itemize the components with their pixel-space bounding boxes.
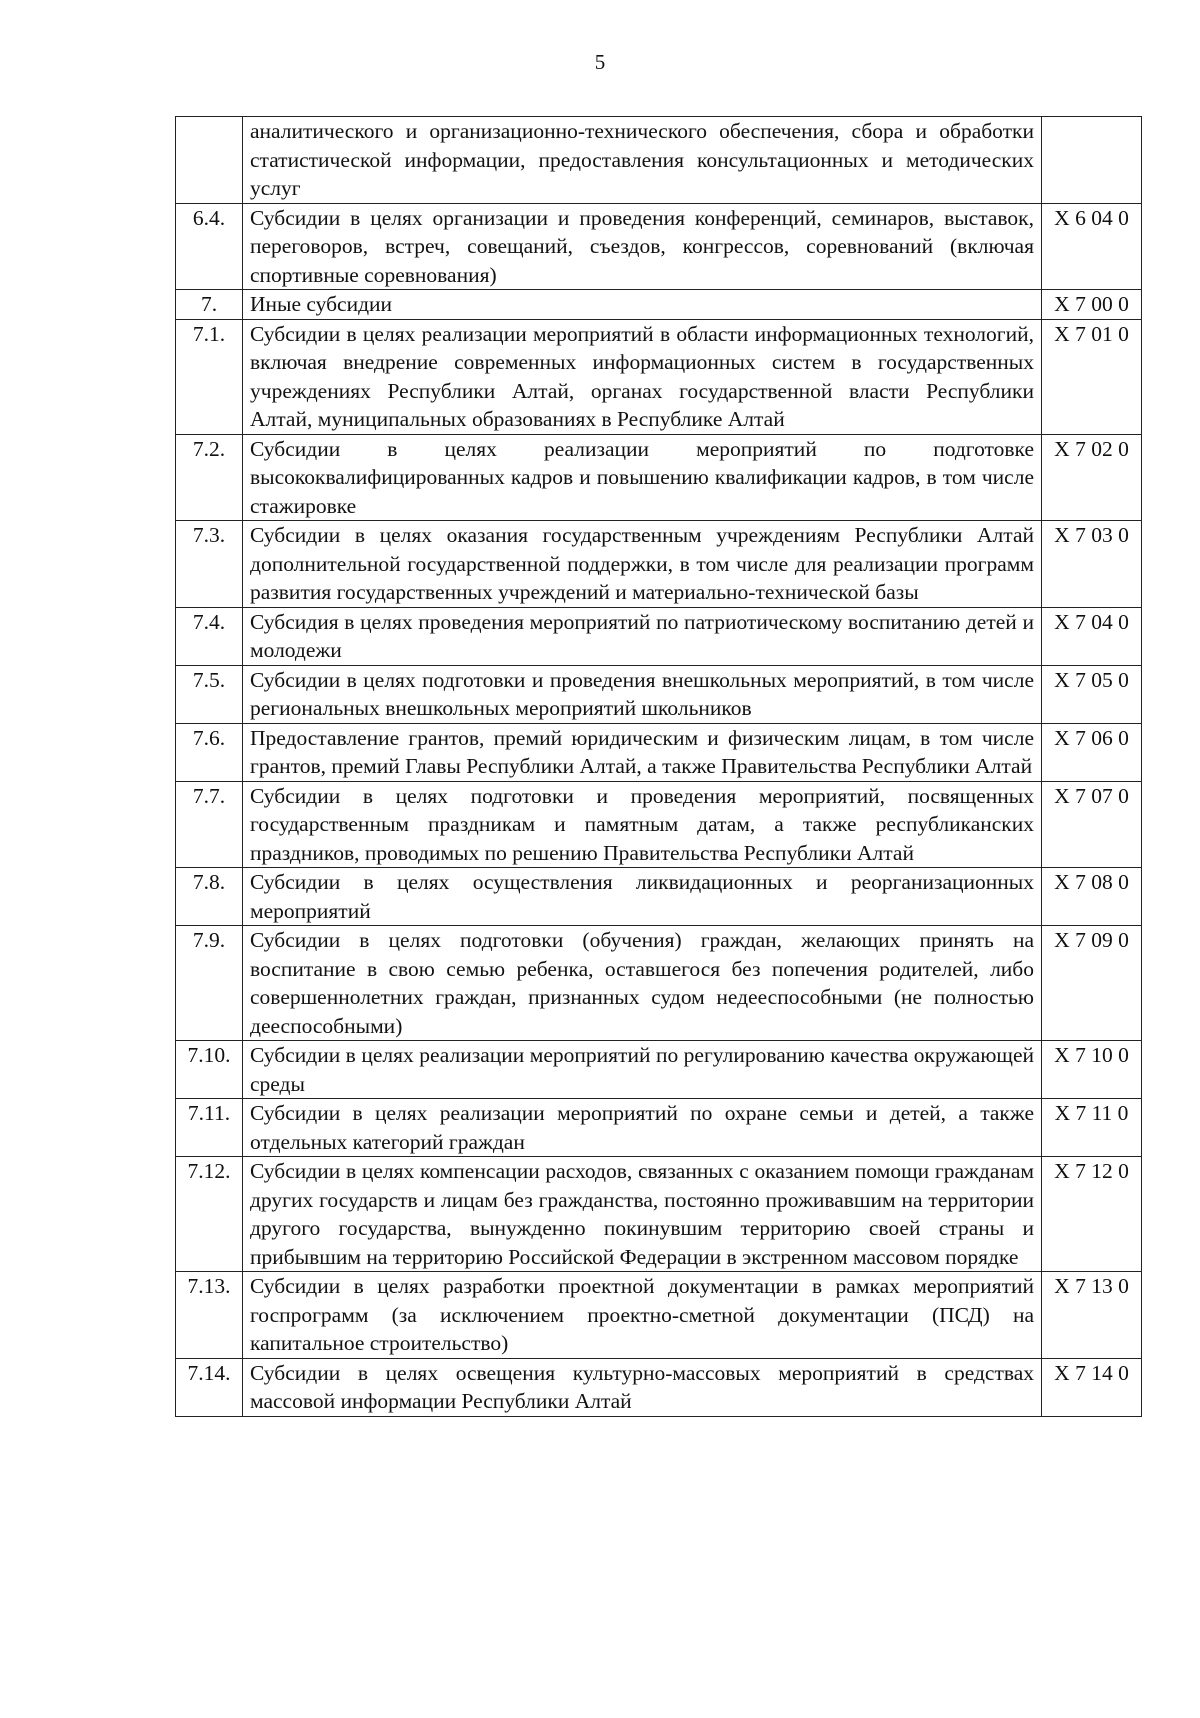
row-code: X 7 02 0 [1042,434,1142,521]
table-row [176,1041,1142,1099]
row-code: X 7 04 0 [1042,607,1142,665]
row-code: X 7 09 0 [1042,926,1142,1041]
table-row [176,781,1142,868]
row-description: Субсидии в целях осуществления ликвидационных и реорганизационных мероприятий [243,868,1042,926]
row-number: 7. [176,290,243,320]
row-code: X 7 08 0 [1042,868,1142,926]
table-row [176,607,1142,665]
row-code: X 7 12 0 [1042,1157,1142,1272]
row-description: Субсидии в целях реализации мероприятий по регулированию качества окружающей среды [243,1041,1042,1099]
row-description: аналитического и организационно-технического обеспечения, сбора и обработки статистической информации, предоставления консультационных и методических услуг [243,117,1042,204]
row-number: 7.5. [176,665,243,723]
row-description: Иные субсидии [243,290,1042,320]
table-row [176,521,1142,608]
row-description: Субсидии в целях оказания государственным учреждениям Республики Алтай дополнительной государственной поддержки, в том числе для реализации программ развития государственных учреждений и материально-технической базы [243,521,1042,608]
row-description: Субсидии в целях подготовки (обучения) граждан, желающих принять на воспитание в свою семью ребенка, оставшегося без попечения родителей, либо совершеннолетних граждан, признанных судом недееспособными (не полностью дееспособными) [243,926,1042,1041]
row-number: 7.13. [176,1272,243,1359]
row-code: X 7 00 0 [1042,290,1142,320]
table-row [176,1272,1142,1359]
row-number: 7.12. [176,1157,243,1272]
row-description: Субсидии в целях разработки проектной документации в рамках мероприятий госпрограмм (за исключением проектно-сметной документации (ПСД) на капитальное строительство) [243,1272,1042,1359]
row-number: 7.9. [176,926,243,1041]
row-number: 7.8. [176,868,243,926]
row-code: X 6 04 0 [1042,203,1142,290]
row-number: 7.2. [176,434,243,521]
table-row [176,926,1142,1041]
row-number: 7.14. [176,1358,243,1416]
row-description: Субсидии в целях компенсации расходов, связанных с оказанием помощи гражданам других государств и лицам без гражданства, постоянно проживавшим на территории другого государства, вынужденно покинувшим территорию своей страны и прибывшим на территорию Российской Федерации в экстренном массовом порядке [243,1157,1042,1272]
row-code: X 7 14 0 [1042,1358,1142,1416]
table-row [176,203,1142,290]
row-description: Предоставление грантов, премий юридическим и физическим лицам, в том числе грантов, премий Главы Республики Алтай, а также Правительства Республики Алтай [243,723,1042,781]
row-number: 7.11. [176,1099,243,1157]
row-code: X 7 07 0 [1042,781,1142,868]
table-row [176,319,1142,434]
subsidy-codes-table [175,116,1142,1417]
table-row [176,723,1142,781]
row-code [1042,117,1142,204]
table-row [176,665,1142,723]
row-code: X 7 10 0 [1042,1041,1142,1099]
row-code: X 7 11 0 [1042,1099,1142,1157]
table-row [176,868,1142,926]
table-row [176,1099,1142,1157]
table-row [176,290,1142,320]
row-description: Субсидии в целях реализации мероприятий по охране семьи и детей, а также отдельных категорий граждан [243,1099,1042,1157]
row-number: 7.3. [176,521,243,608]
table-row [176,434,1142,521]
row-description: Субсидии в целях организации и проведения конференций, семинаров, выставок, переговоров, встреч, совещаний, съездов, конгрессов, соревнований (включая спортивные соревнования) [243,203,1042,290]
table-row [176,117,1142,204]
row-number [176,117,243,204]
row-code: X 7 03 0 [1042,521,1142,608]
row-code: X 7 05 0 [1042,665,1142,723]
row-description: Субсидия в целях проведения мероприятий по патриотическому воспитанию детей и молодежи [243,607,1042,665]
page-number: 5 [594,50,606,74]
row-description: Субсидии в целях освещения культурно-массовых мероприятий в средствах массовой информации Республики Алтай [243,1358,1042,1416]
row-code: X 7 13 0 [1042,1272,1142,1359]
table-row [176,1358,1142,1416]
row-code: X 7 01 0 [1042,319,1142,434]
table-row [176,1157,1142,1272]
row-number: 7.4. [176,607,243,665]
row-number: 7.6. [176,723,243,781]
row-number: 6.4. [176,203,243,290]
row-description: Субсидии в целях реализации мероприятий в области информационных технологий, включая внедрение современных информационных систем в государственных учреждениях Республики Алтай, органах государственной власти Республики Алтай, муниципальных образованиях в Республике Алтай [243,319,1042,434]
row-number: 7.7. [176,781,243,868]
row-number: 7.10. [176,1041,243,1099]
row-number: 7.1. [176,319,243,434]
row-code: X 7 06 0 [1042,723,1142,781]
row-description: Субсидии в целях подготовки и проведения мероприятий, посвященных государственным праздникам и памятным датам, а также республиканских праздников, проводимых по решению Правительства Республики Алтай [243,781,1042,868]
row-description: Субсидии в целях подготовки и проведения внешкольных мероприятий, в том числе региональных внешкольных мероприятий школьников [243,665,1042,723]
row-description: Субсидии в целях реализации мероприятий по подготовке высококвалифицированных кадров и повышению квалификации кадров, в том числе стажировке [243,434,1042,521]
